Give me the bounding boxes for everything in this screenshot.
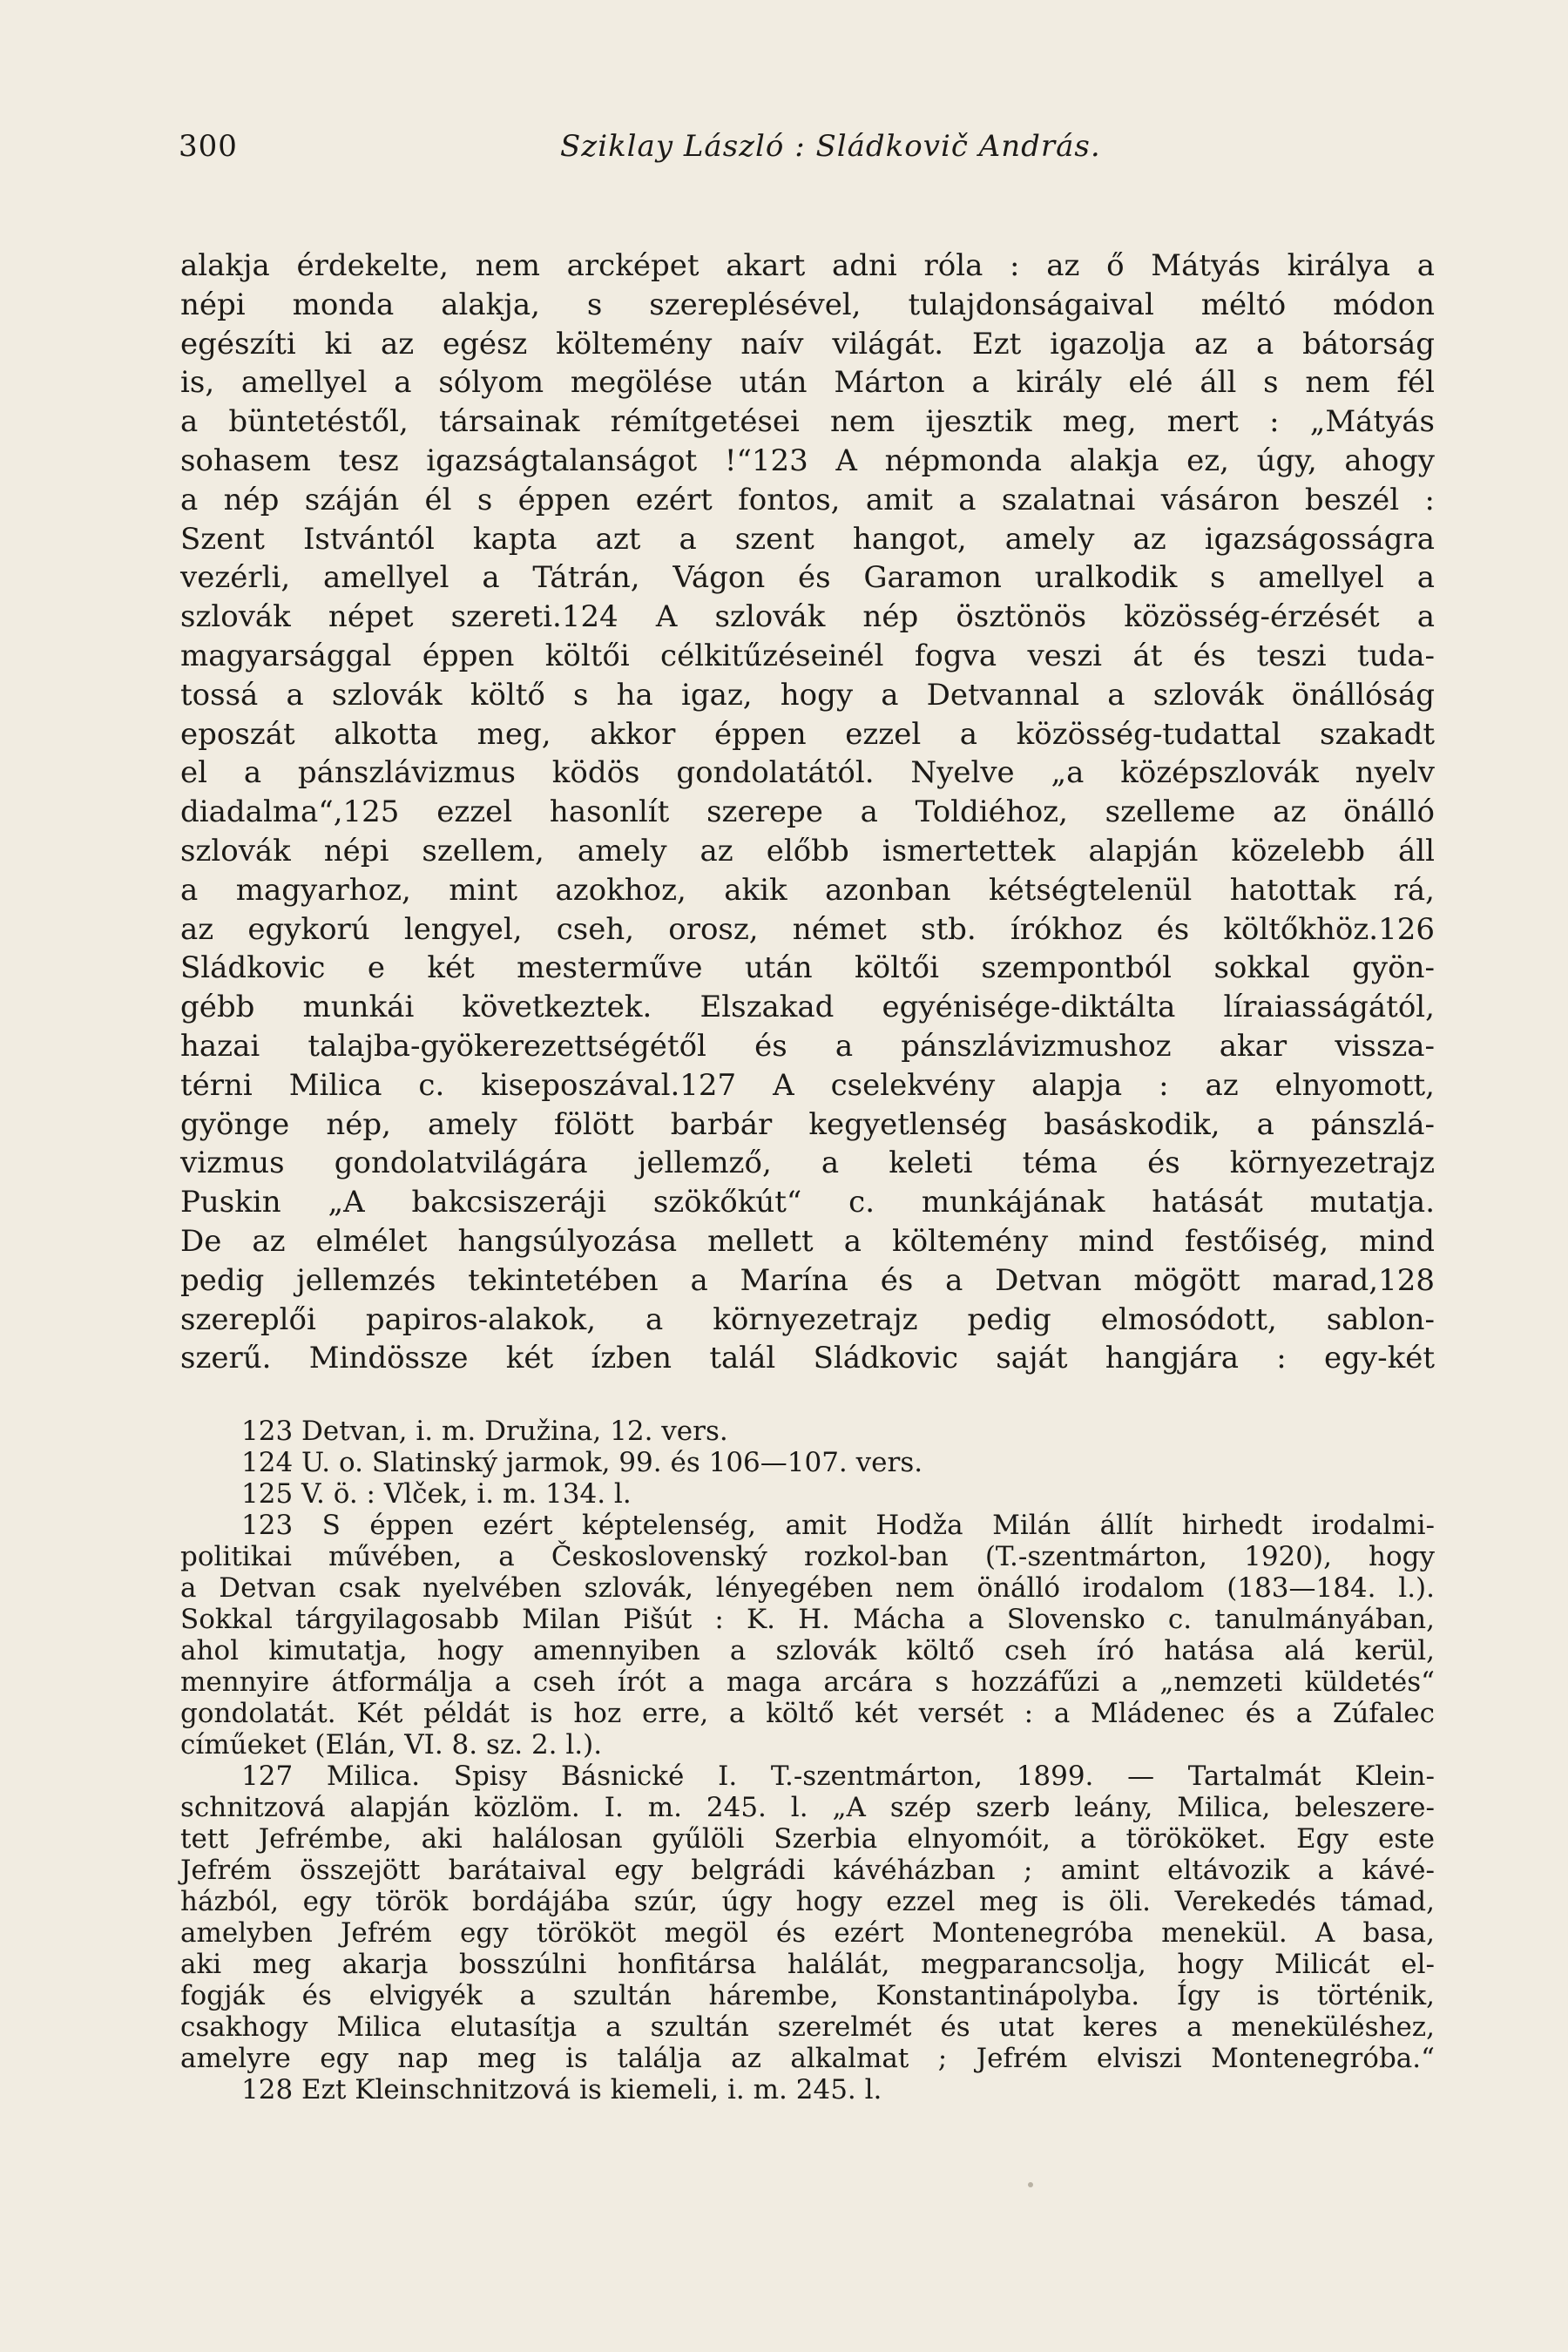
text-line: hazai talajba-gyökerezettségétől és a pánszlávizmushoz akar vissza-	[180, 1028, 1435, 1064]
footnote-line: 123 Detvan, i. m. Družina, 12. vers.	[241, 1416, 728, 1447]
running-title: Sziklay László : Sládkovič András.	[560, 129, 1101, 164]
footnote-line: 128 Ezt Kleinschnitzová is kiemeli, i. m. 245. l.	[241, 2074, 882, 2105]
footnote-line: ahol kimutatja, hogy amennyiben a szlovák költő cseh író hatása alá kerül,	[180, 1635, 1435, 1666]
footnote-line: csakhogy Milica elutasítja a szultán szerelmét és utat keres a meneküléshez,	[180, 2011, 1435, 2043]
text-line: alakja érdekelte, nem arcképet akart adni róla : az ő Mátyás királya a	[180, 248, 1435, 283]
footnote-line: 124 U. o. Slatinský jarmok, 99. és 106—107. vers.	[241, 1447, 923, 1478]
text-line: sohasem tesz igazságtalanságot !“123 A népmonda alakja ez, úgy, ahogy	[180, 443, 1435, 478]
text-line: Puskin „A bakcsiszeráji szökőkút“ c. munkájának hatását mutatja.	[180, 1185, 1435, 1220]
footnote-line: házból, egy török bordájába szúr, úgy hogy ezzel meg is öli. Verekedés támad,	[180, 1886, 1435, 1917]
footnote-line: fogják és elvigyék a szultán hárembe, Konstantinápolyba. Így is történik,	[180, 1980, 1435, 2011]
text-line: szlovák népet szereti.124 A szlovák nép ösztönös közösség-érzését a	[180, 599, 1435, 635]
footnote-line: aki meg akarja bosszúlni honfitársa halálát, megparancsolja, hogy Milicát el-	[180, 1949, 1435, 1980]
footnote-line: amelyre egy nap meg is találja az alkalmat ; Jefrém elviszi Montenegróba.“	[180, 2043, 1435, 2074]
text-line: vizmus gondolatvilágára jellemző, a keleti téma és környezetrajz	[180, 1146, 1435, 1181]
text-line: szlovák népi szellem, amely az előbb ismertettek alapján közelebb áll	[180, 833, 1435, 868]
footnote-line: a Detvan csak nyelvében szlovák, lényegében nem önálló irodalom (183—184. l.).	[180, 1572, 1435, 1604]
footnote-line: 127 Milica. Spisy Básnické I. T.-szentmárton, 1899. — Tartalmát Klein-	[241, 1761, 1435, 1792]
text-line: Sládkovic e két mesterműve után költői szempontból sokkal gyön-	[180, 950, 1435, 986]
footnote-line: gondolatát. Két példát is hoz erre, a költő két versét : a Mládenec és a Zúfalec	[180, 1698, 1435, 1729]
footnote-line: mennyire átformálja a cseh írót a maga arcára s hozzáfűzi a „nemzeti küldetés“	[180, 1666, 1435, 1698]
text-line: pedig jellemzés tekintetében a Marína és a Detvan mögött marad,128	[180, 1262, 1435, 1298]
text-line: gébb munkái következtek. Elszakad egyénisége-diktálta líraiasságától,	[180, 990, 1435, 1025]
footnote-line: 123 S éppen ezért képtelenség, amit Hodža Milán állít hirhedt irodalmi-	[241, 1510, 1435, 1541]
footnote-line: tett Jefrémbe, aki halálosan gyűlöli Szerbia elnyomóit, a törököket. Egy este	[180, 1823, 1435, 1855]
text-line: egészíti ki az egész költemény naív világát. Ezt igazolja az a bátorság	[180, 326, 1435, 362]
footnote-line: schnitzová alapján közlöm. I. m. 245. l. „A szép szerb leány, Milica, beleszere-	[180, 1792, 1435, 1823]
text-line: a nép száján él s éppen ezért fontos, amit a szalatnai vásáron beszél :	[180, 482, 1435, 517]
text-line: a magyarhoz, mint azokhoz, akik azonban kétségtelenül hatottak rá,	[180, 872, 1435, 908]
text-line: gyönge nép, amely fölött barbár kegyetlenség basáskodik, a pánszlá-	[180, 1106, 1435, 1142]
text-line: szerű. Mindössze két ízben talál Sládkovic saját hangjára : egy-két	[180, 1341, 1435, 1376]
footnote-line: Sokkal tárgyilagosabb Milan Pišút : K. H. Mácha a Slovensko c. tanulmányában,	[180, 1604, 1435, 1635]
text-line: diadalma“,125 ezzel hasonlít szerepe a Toldiéhoz, szelleme az önálló	[180, 794, 1435, 830]
text-line: Szent Istvántól kapta azt a szent hangot, amely az igazságosságra	[180, 521, 1435, 557]
text-line: eposzát alkotta meg, akkor éppen ezzel a közösség-tudattal szakadt	[180, 716, 1435, 752]
text-line: népi monda alakja, s szereplésével, tulajdonságaival méltó módon	[180, 287, 1435, 322]
footnote-line: címűeket (Elán, VI. 8. sz. 2. l.).	[180, 1729, 603, 1761]
footnotes	[180, 1416, 1435, 2105]
text-line: térni Milica c. kiseposzával.127 A cselekvény alapja : az elnyomott,	[180, 1067, 1435, 1103]
text-line: el a pánszlávizmus ködös gondolatától. Nyelve „a középszlovák nyelv	[180, 755, 1435, 791]
main-text	[180, 247, 1435, 1378]
footnote-line: amelyben Jefrém egy törököt megöl és ezért Montenegróba menekül. A basa,	[180, 1917, 1435, 1949]
text-line: az egykorú lengyel, cseh, orosz, német stb. írókhoz és költőkhöz.126	[180, 911, 1435, 947]
footnote-line: Jefrém összejött barátaival egy belgrádi kávéházban ; amint eltávozik a kávé-	[180, 1855, 1435, 1886]
text-line: is, amellyel a sólyom megölése után Márton a király elé áll s nem fél	[180, 365, 1435, 401]
text-line: magyarsággal éppen költői célkitűzéseinél fogva veszi át és teszi tuda-	[180, 638, 1435, 673]
page-number: 300	[179, 129, 238, 164]
page-header	[179, 125, 1424, 168]
text-line: tossá a szlovák költő s ha igaz, hogy a Detvannal a szlovák önállóság	[180, 677, 1435, 713]
text-line: vezérli, amellyel a Tátrán, Vágon és Garamon uralkodik s amellyel a	[180, 560, 1435, 596]
text-line: De az elmélet hangsúlyozása mellett a költemény mind festőiség, mind	[180, 1223, 1435, 1259]
text-line: a büntetéstől, társainak rémítgetései nem ijesztik meg, mert : „Mátyás	[180, 404, 1435, 440]
text-line: szereplői papiros-alakok, a környezetrajz pedig elmosódott, sablon-	[180, 1301, 1435, 1337]
footnote-line: 125 V. ö. : Vlček, i. m. 134. l.	[241, 1478, 632, 1510]
footnote-line: politikai művében, a Československý rozkol-ban (T.-szentmárton, 1920), hogy	[180, 1541, 1435, 1572]
paper-speck	[1028, 2182, 1033, 2187]
